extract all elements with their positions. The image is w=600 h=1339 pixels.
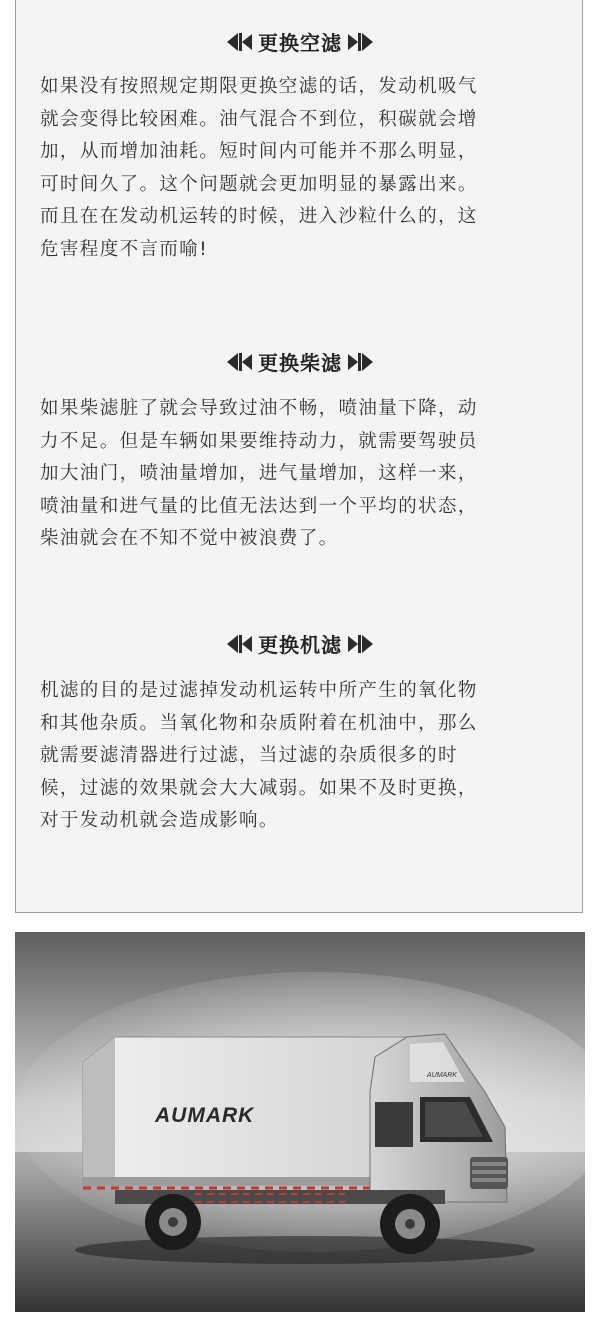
section-title: 更换空滤: [258, 31, 342, 55]
section-heading-air-filter: [16, 27, 584, 56]
double-right-arrow-icon: [347, 31, 373, 53]
truck-photo: [15, 932, 585, 1312]
paragraph-line: 机滤的目的是过滤掉发动机运转中所产生的氧化物: [40, 680, 478, 701]
paragraph-line: 可时间久了。这个问题就会更加明显的暴露出来。: [40, 173, 478, 195]
paragraph-line: 柴油就会在不知不觉中被浪费了。: [40, 528, 339, 549]
section-title: 更换柴滤: [258, 351, 342, 375]
paragraph-line: 加大油门，喷油量增加，进气量增加，这样一来，: [40, 463, 478, 484]
double-right-arrow-icon: [347, 633, 373, 655]
double-left-arrow-icon: [227, 351, 253, 373]
paragraph-line: 加，从而增加油耗。短时间内可能并不那么明显，: [40, 141, 478, 162]
cab-badge-text: AUMARK: [427, 1072, 457, 1079]
paragraph-line: 和其他杂质。当氧化物和杂质附着在机油中，那么: [40, 712, 478, 734]
double-left-arrow-icon: [227, 31, 253, 53]
section-paragraph-oil-filter: [40, 675, 564, 838]
paragraph-line: 危害程度不言而喻!: [40, 238, 209, 260]
double-right-arrow-icon: [347, 351, 373, 373]
truck-illustration: [15, 932, 585, 1312]
double-left-arrow-icon: [227, 633, 253, 655]
paragraph-line: 如果没有按照规定期限更换空滤的话，发动机吸气: [40, 76, 478, 97]
paragraph-line: 而且在在发动机运转的时候，进入沙粒什么的，这: [40, 206, 478, 227]
paragraph-line: 喷油量和进气量的比值无法达到一个平均的状态，: [40, 495, 478, 517]
section-title: 更换机滤: [258, 633, 342, 657]
paragraph-line: 对于发动机就会造成影响。: [40, 810, 279, 831]
section-paragraph-air-filter: [40, 71, 564, 266]
paragraph-line: 候，过滤的效果就会大大减弱。如果不及时更换，: [40, 777, 478, 799]
section-paragraph-diesel-filter: [40, 393, 564, 556]
section-heading-oil-filter: [16, 629, 584, 658]
section-heading-diesel-filter: [16, 347, 584, 376]
article-card: [15, 0, 583, 913]
paragraph-line: 就会变得比较困难。油气混合不到位，积碳就会增: [40, 108, 478, 130]
paragraph-line: 就需要滤清器进行过滤，当过滤的杂质很多的时: [40, 745, 458, 766]
paragraph-line: 力不足。但是车辆如果要维持动力，就需要驾驶员: [40, 430, 478, 452]
paragraph-line: 如果柴滤脏了就会导致过油不畅，喷油量下降，动: [40, 398, 478, 419]
cargo-brand-text: AUMARK: [155, 1104, 255, 1127]
